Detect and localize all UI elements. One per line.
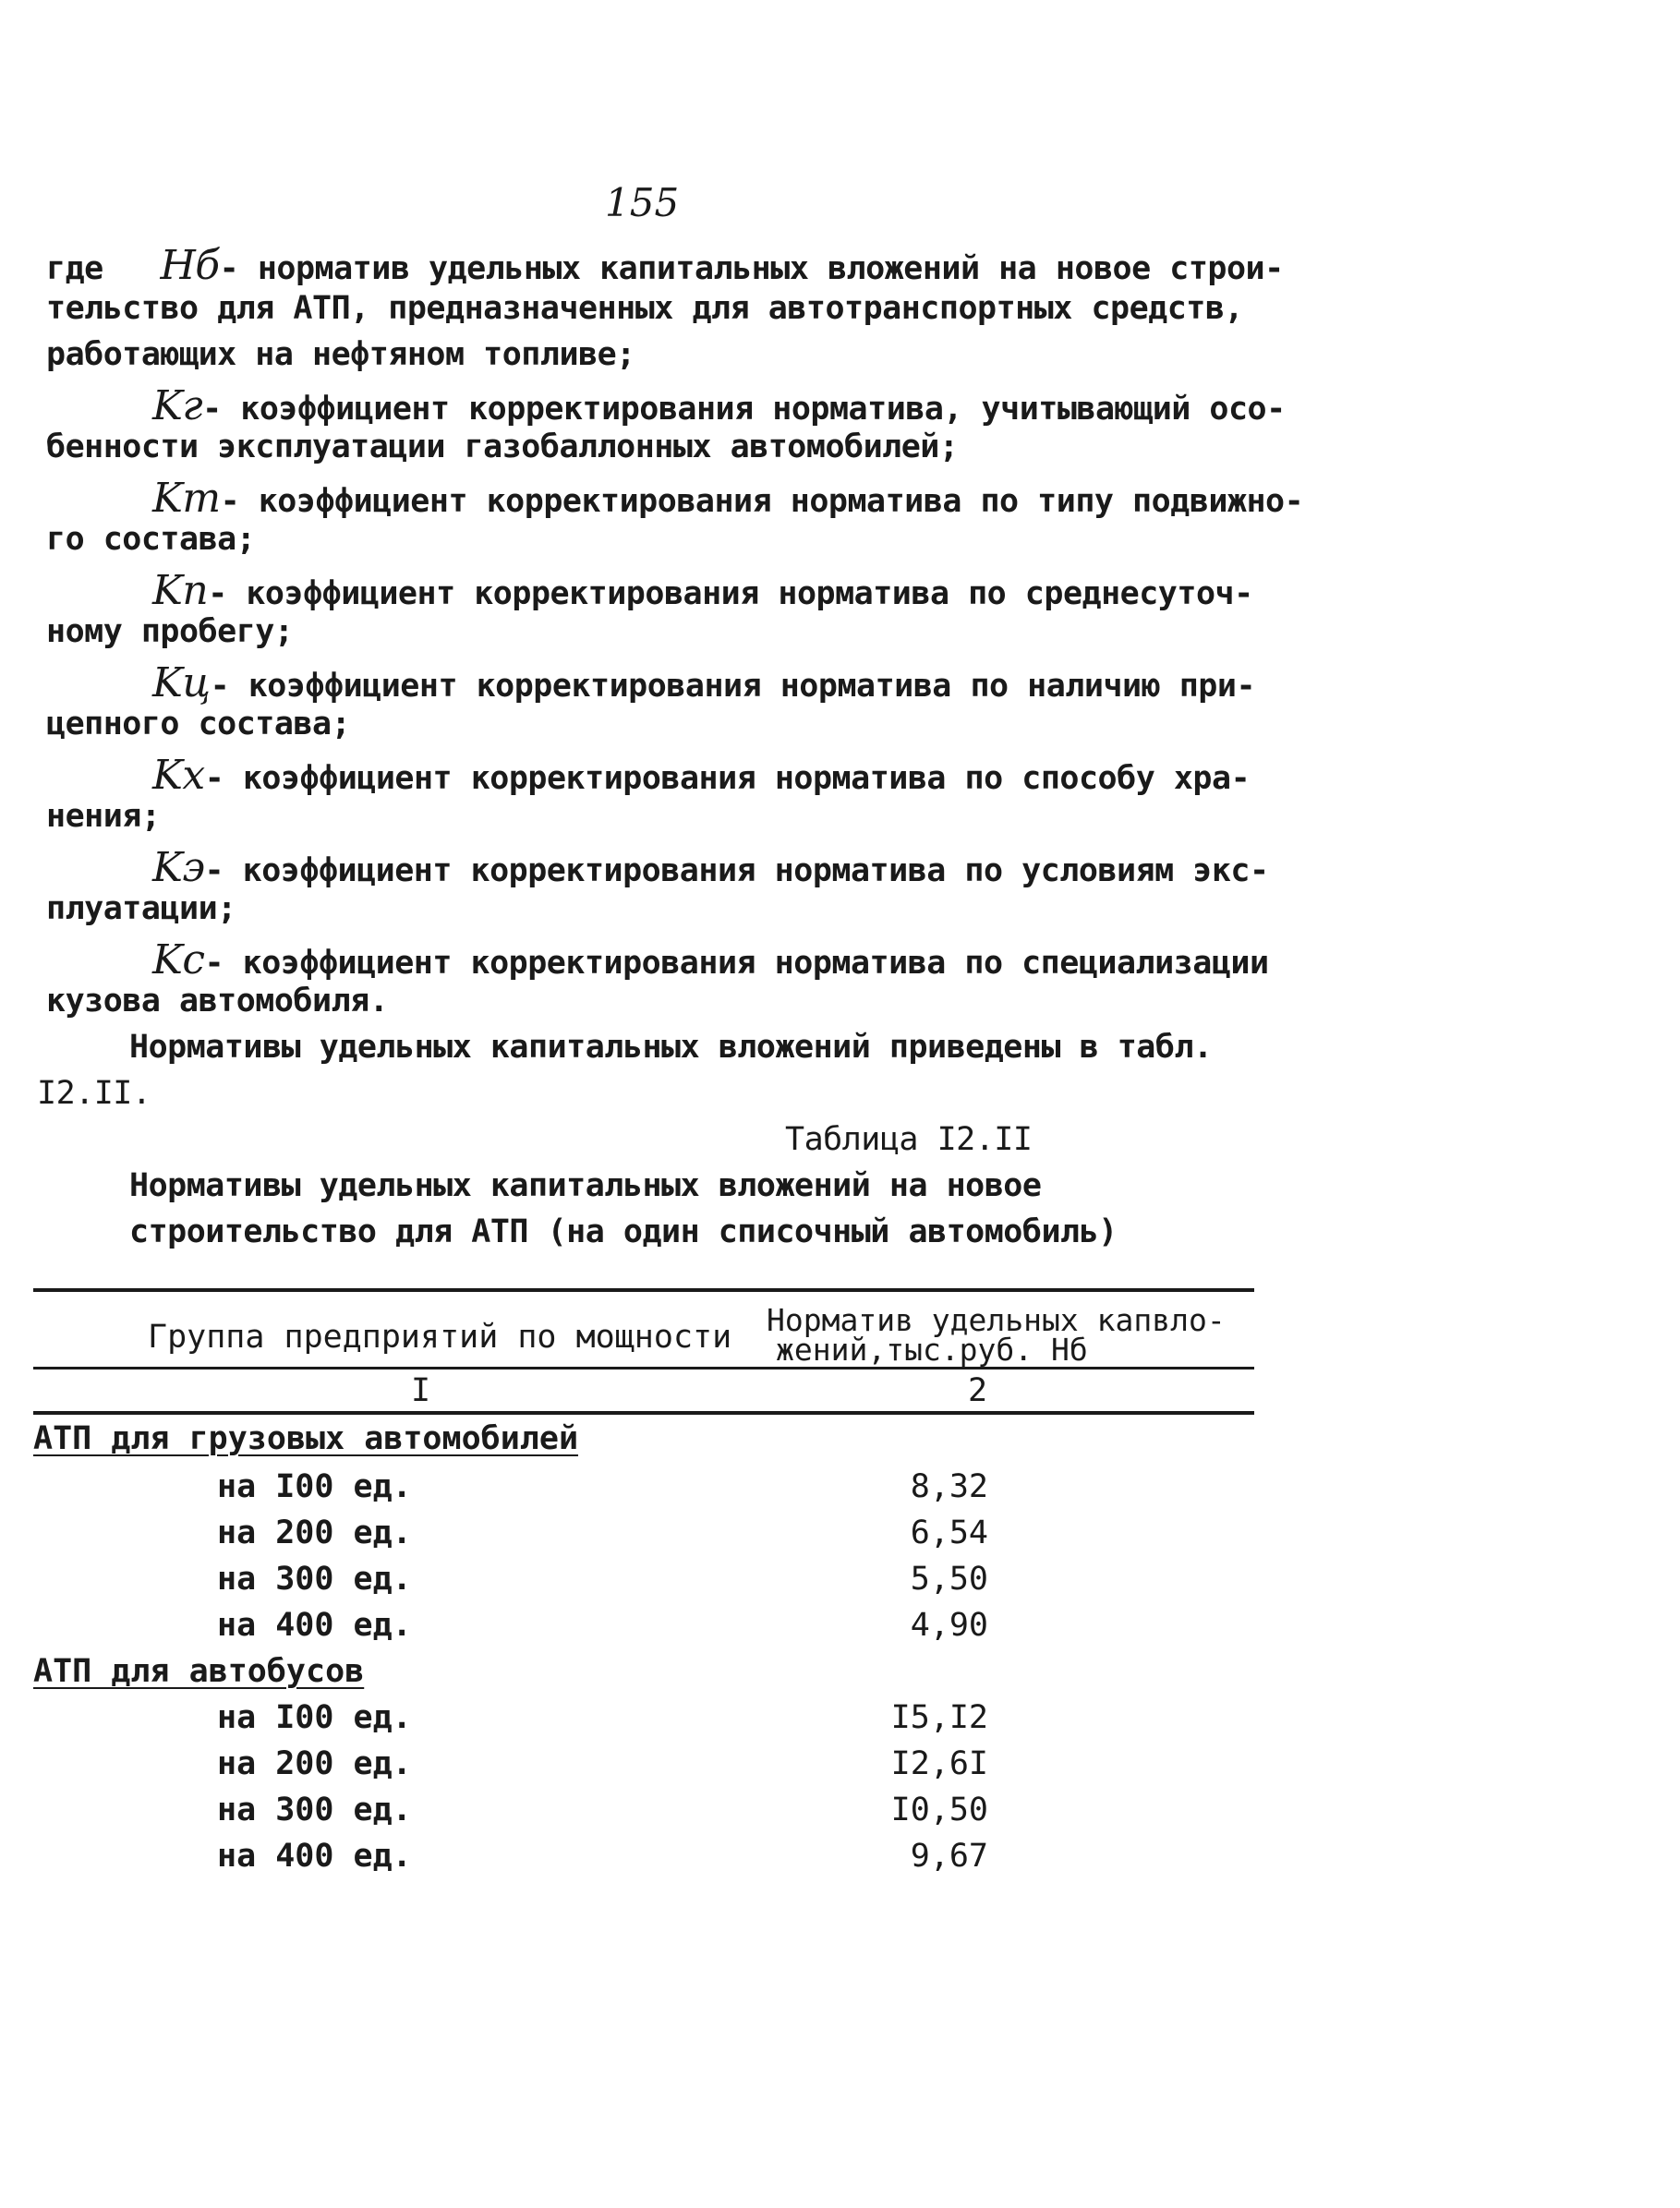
coefficient-text: - коэффициент корректирования норматива по способу хра- [204,760,1251,797]
coefficient-symbol: Kх [152,752,205,799]
col2-header-line-1: Норматив удельных капвло- [767,1302,1226,1338]
coefficient-kp-line-1 [152,567,1253,614]
coefficient-ke-line-2: плуатации; [46,890,236,927]
coefficient-symbol: Kп [152,567,209,614]
coefficient-symbol: Kс [152,936,205,983]
table-label: Таблица I2.II [785,1121,1033,1158]
coefficient-kx-line-2: нения; [46,798,161,835]
table-row-value: 9,67 [910,1838,988,1875]
group-title-buses: АТП для автобусов [33,1653,365,1690]
table-row-label: на I00 ед. [217,1468,412,1505]
col1-number: I [411,1372,431,1409]
coefficient-symbol: Kг [152,382,203,429]
h-symbol: Hб [160,242,220,289]
table-row-value: I0,50 [890,1792,988,1828]
group-title-trucks: АТП для грузовых автомобилей [33,1420,579,1457]
table-row-value: I2,6I [890,1745,988,1782]
page-number: 155 [605,180,680,225]
col1-header: Группа предприятий по мощности [148,1319,732,1356]
table-row-value: I5,I2 [890,1699,988,1736]
table-row-value: 5,50 [910,1561,988,1598]
col2-header-line-2: жений,тыс.руб. Нб [776,1332,1088,1368]
table-row-value: 8,32 [910,1468,988,1505]
table-row-label: на 400 ед. [217,1838,412,1875]
table-row-value: 4,90 [910,1607,988,1644]
where-line [46,242,1284,289]
reference-line-1: Нормативы удельных капитальных вложений приведены в табл. [129,1029,1213,1066]
table-row-label: на 300 ед. [217,1561,412,1598]
coefficient-symbol: Kц [152,659,211,706]
table-row-label: на I00 ед. [217,1699,412,1736]
table-row-label: на 200 ед. [217,1514,412,1551]
coefficient-kg-line-1 [152,382,1286,429]
table-caption-line-2: строительство для АТП (на один списочный автомобиль) [129,1213,1118,1250]
coefficient-kp-line-2: ному пробегу; [46,613,294,650]
h-definition-line-3: работающих на нефтяном топливе; [46,336,635,373]
coefficient-text: - коэффициент корректирования норматива по условиям экс- [204,852,1269,889]
table-row-label: на 200 ед. [217,1745,412,1782]
coefficient-text: - коэффициент корректирования норматива по среднесуточ- [208,575,1253,612]
h-definition-line-1: - норматив удельных капитальных вложений на новое строи- [219,250,1284,287]
coefficient-symbol: Kэ [152,844,205,891]
table-header-rule [33,1367,1254,1369]
coefficient-text: - коэффициент корректирования норматива, учитывающий осо- [202,391,1286,428]
col2-number: 2 [968,1372,988,1409]
coefficient-kt-line-2: го состава; [46,521,256,558]
coefficient-kt-line-1 [152,475,1303,522]
reference-line-2: I2.II. [37,1075,151,1112]
coefficient-kc-line-2: цепного состава; [46,706,351,742]
table-row-label: на 300 ед. [217,1792,412,1828]
coefficient-kc-line-1 [152,659,1255,706]
coefficient-kx-line-1 [152,752,1250,799]
where-word: где [46,250,103,287]
table-caption-line-1: Нормативы удельных капитальных вложений на новое [129,1167,1042,1204]
coefficient-ke-line-1 [152,844,1269,891]
coefficient-text: - коэффициент корректирования норматива по типу подвижно- [220,483,1304,520]
coefficient-symbol: Kт [152,475,221,522]
table-top-rule [33,1288,1254,1292]
coefficient-ks-line-1 [152,936,1269,983]
coefficient-text: - коэффициент корректирования норматива по специализации [204,945,1269,982]
table-row-label: на 400 ед. [217,1607,412,1644]
h-definition-line-2: тельство для АТП, предназначенных для автотранспортных средств, [46,290,1244,327]
table-row-value: 6,54 [910,1514,988,1551]
coefficient-ks-line-2: кузова автомобиля. [46,983,389,1020]
coefficient-kg-line-2: бенности эксплуатации газобаллонных автомобилей; [46,428,959,465]
table-number-rule [33,1411,1254,1415]
coefficient-text: - коэффициент корректирования норматива по наличию при- [210,668,1256,705]
